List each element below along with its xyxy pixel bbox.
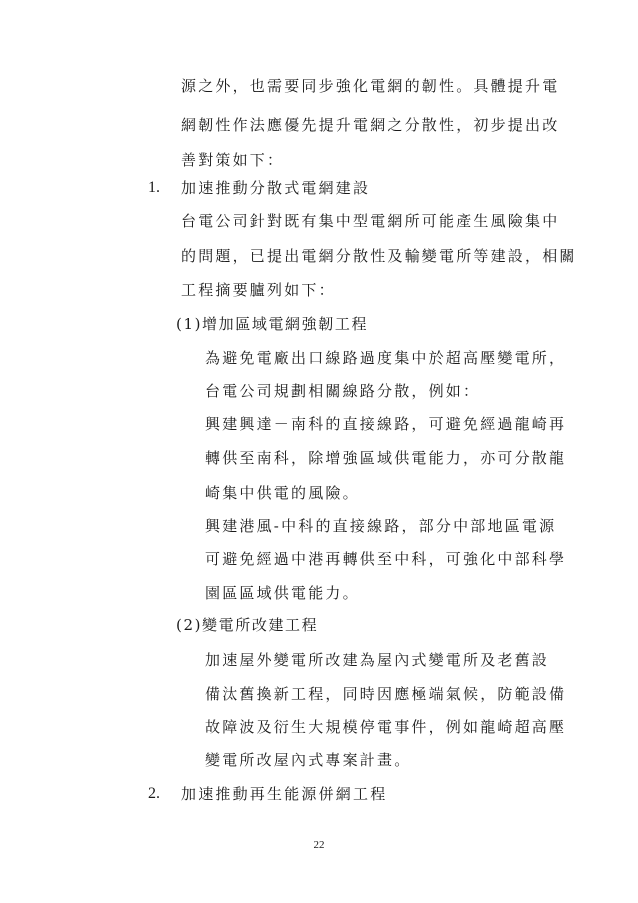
- sub-item-1-line-7: 可避免經過中港再轉供至中科，可強化中部科學: [205, 550, 567, 568]
- intro-line-2: 網韌性作法應優先提升電網之分散性，初步提出改: [181, 116, 560, 134]
- sub-item-1-line-6: 興建港風-中科的直接線路，部分中部地區電源: [205, 517, 557, 535]
- sub-item-2-line-2: 備汰舊換新工程，同時因應極端氣候，防範設備: [205, 685, 567, 703]
- sub-item-2-line-3: 故障波及衍生大規模停電事件，例如龍崎超高壓: [205, 718, 567, 736]
- intro-line-1: 源之外，也需要同步強化電網的韌性。具體提升電: [181, 77, 560, 95]
- section-1-body-line-1: 台電公司針對既有集中型電網所可能產生風險集中: [181, 212, 560, 230]
- sub-item-1-heading: (1)增加區域電網強韌工程: [176, 315, 369, 333]
- section-1-body-line-3: 工程摘要臚列如下：: [181, 281, 336, 299]
- sub-item-1-line-2: 台電公司規劃相關線路分散，例如：: [205, 382, 481, 400]
- sub-item-1-line-3: 興建興達－南科的直接線路，可避免經過龍崎再: [205, 415, 567, 433]
- sub-item-1-line-8: 園區區域供電能力。: [205, 584, 360, 602]
- sub-item-2-line-4: 變電所改屋內式專案計畫。: [205, 751, 412, 769]
- sub-item-1-line-4: 轉供至南科，除增強區域供電能力，亦可分散龍: [205, 449, 567, 467]
- section-1-body-line-2: 的問題，已提出電網分散性及輸變電所等建設，相關: [181, 247, 577, 265]
- section-2-title: 加速推動再生能源併網工程: [181, 785, 388, 803]
- sub-item-2-line-1: 加速屋外變電所改建為屋內式變電所及老舊設: [205, 651, 550, 669]
- page-number: 22: [313, 839, 325, 851]
- sub-item-1-line-5: 崎集中供電的風險。: [205, 484, 360, 502]
- intro-line-3: 善對策如下：: [181, 151, 285, 169]
- section-2-number: 2.: [148, 785, 160, 802]
- section-1-title: 加速推動分散式電網建設: [181, 179, 371, 197]
- section-1-number: 1.: [148, 179, 160, 196]
- sub-item-1-line-1: 為避免電廠出口線路過度集中於超高壓變電所，: [205, 349, 567, 367]
- sub-item-2-heading: (2)變電所改建工程: [176, 616, 319, 634]
